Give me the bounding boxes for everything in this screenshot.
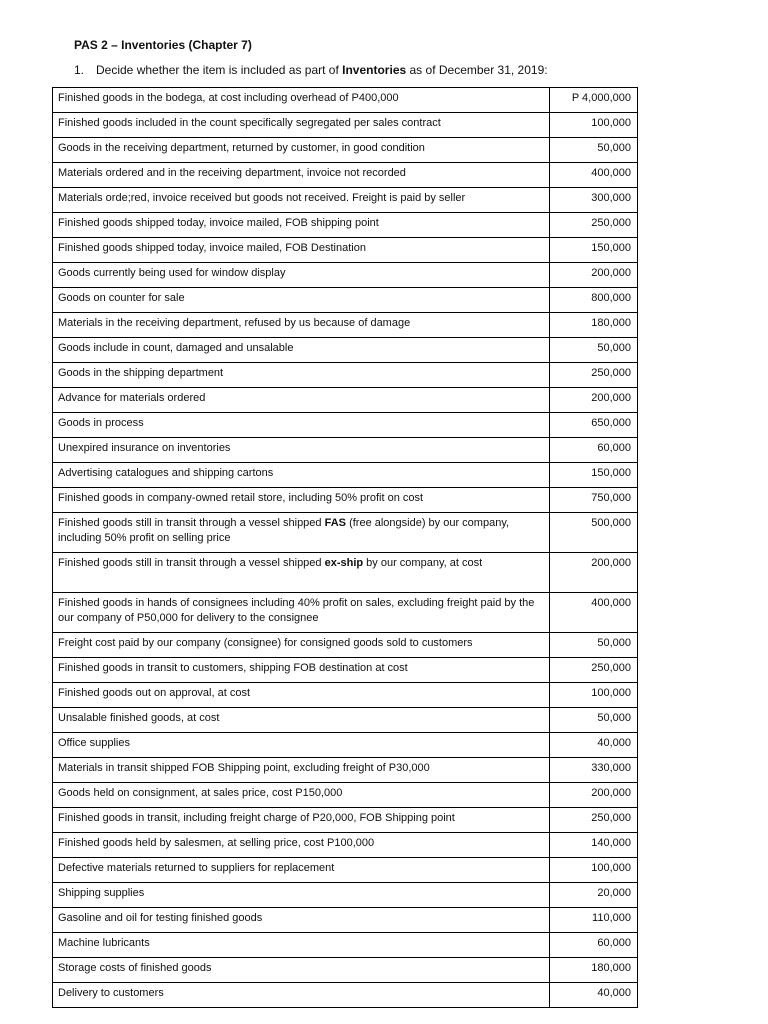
item-amount: 200,000 (550, 783, 638, 808)
table-row (53, 238, 638, 263)
item-amount: 40,000 (550, 983, 638, 1008)
item-description: Office supplies (53, 733, 550, 758)
item-description-before: Finished goods still in transit through a vessel shipped (58, 517, 325, 529)
item-description: Finished goods shipped today, invoice mailed, FOB Destination (53, 238, 550, 263)
item-description: Goods include in count, damaged and unsalable (53, 338, 550, 363)
table-row (53, 463, 638, 488)
instruction-text-after: as of December 31, 2019: (406, 63, 548, 77)
item-amount: 400,000 (550, 163, 638, 188)
item-amount: 50,000 (550, 633, 638, 658)
table-row (53, 933, 638, 958)
item-description: Shipping supplies (53, 883, 550, 908)
table-row (53, 313, 638, 338)
item-description: Goods in process (53, 413, 550, 438)
table-row (53, 983, 638, 1008)
table-row (53, 213, 638, 238)
instruction (74, 63, 548, 77)
item-amount: 140,000 (550, 833, 638, 858)
table-row (53, 513, 638, 553)
item-description-bold: FAS (324, 517, 347, 529)
item-amount: 20,000 (550, 883, 638, 908)
item-amount: 110,000 (550, 908, 638, 933)
item-description: Delivery to customers (53, 983, 550, 1008)
item-amount: 100,000 (550, 113, 638, 138)
item-description: Advance for materials ordered (53, 388, 550, 413)
item-description: Goods on counter for sale (53, 288, 550, 313)
table-row (53, 553, 638, 593)
table-row (53, 908, 638, 933)
item-description: Finished goods in transit, including freight charge of P20,000, FOB Shipping point (53, 808, 550, 833)
table-row (53, 808, 638, 833)
item-amount: 650,000 (550, 413, 638, 438)
table-row (53, 593, 638, 633)
item-description: Freight cost paid by our company (consignee) for consigned goods sold to customers (53, 633, 550, 658)
item-amount: 50,000 (550, 338, 638, 363)
item-description-before: Finished goods still in transit through a vessel shipped (58, 557, 325, 569)
item-description: Finished goods in the bodega, at cost including overhead of P400,000 (53, 88, 550, 113)
item-amount: 180,000 (550, 958, 638, 983)
table-row (53, 658, 638, 683)
item-amount: 40,000 (550, 733, 638, 758)
item-amount: 250,000 (550, 808, 638, 833)
item-amount: 180,000 (550, 313, 638, 338)
item-amount: 500,000 (550, 513, 638, 553)
table-row (53, 413, 638, 438)
item-description: Finished goods in hands of consignees including 40% profit on sales, excluding freight paid by the our company of P50,000 for delivery to the consignee (53, 593, 550, 633)
item-description: Materials in transit shipped FOB Shipping point, excluding freight of P30,000 (53, 758, 550, 783)
item-amount: 250,000 (550, 658, 638, 683)
item-amount: 60,000 (550, 933, 638, 958)
table-row (53, 708, 638, 733)
table-row (53, 188, 638, 213)
item-amount: 750,000 (550, 488, 638, 513)
item-amount: 100,000 (550, 683, 638, 708)
table-row (53, 758, 638, 783)
item-description: Finished goods held by salesmen, at selling price, cost P100,000 (53, 833, 550, 858)
item-description: Storage costs of finished goods (53, 958, 550, 983)
item-description: Defective materials returned to suppliers for replacement (53, 858, 550, 883)
item-amount: P 4,000,000 (550, 88, 638, 113)
instruction-number: 1. (74, 63, 85, 77)
table-row (53, 833, 638, 858)
table-row (53, 138, 638, 163)
item-description: Finished goods in transit to customers, shipping FOB destination at cost (53, 658, 550, 683)
table-row (53, 363, 638, 388)
item-description: Materials in the receiving department, refused by us because of damage (53, 313, 550, 338)
table-row (53, 683, 638, 708)
item-amount: 150,000 (550, 238, 638, 263)
item-description: Materials ordered and in the receiving department, invoice not recorded (53, 163, 550, 188)
item-amount: 50,000 (550, 138, 638, 163)
item-description: Advertising catalogues and shipping cartons (53, 463, 550, 488)
item-amount: 50,000 (550, 708, 638, 733)
item-description: Goods currently being used for window display (53, 263, 550, 288)
item-description (53, 513, 550, 553)
item-amount: 200,000 (550, 263, 638, 288)
table-row (53, 288, 638, 313)
item-description: Unexpired insurance on inventories (53, 438, 550, 463)
item-description: Goods held on consignment, at sales price, cost P150,000 (53, 783, 550, 808)
item-amount: 250,000 (550, 363, 638, 388)
item-amount: 800,000 (550, 288, 638, 313)
item-amount: 150,000 (550, 463, 638, 488)
table-row (53, 783, 638, 808)
item-description: Finished goods out on approval, at cost (53, 683, 550, 708)
item-amount: 300,000 (550, 188, 638, 213)
item-description: Goods in the receiving department, returned by customer, in good condition (53, 138, 550, 163)
item-amount: 60,000 (550, 438, 638, 463)
item-amount: 250,000 (550, 213, 638, 238)
inventory-table (52, 87, 638, 1008)
item-description: Finished goods shipped today, invoice mailed, FOB shipping point (53, 213, 550, 238)
item-description: Materials orde;red, invoice received but goods not received. Freight is paid by seller (53, 188, 550, 213)
item-description-bold: ex-ship (324, 557, 364, 569)
table-row (53, 163, 638, 188)
table-row (53, 438, 638, 463)
item-description-after: by our company, at cost (363, 557, 483, 569)
item-description: Finished goods in company-owned retail store, including 50% profit on cost (53, 488, 550, 513)
item-amount: 100,000 (550, 858, 638, 883)
item-description: Machine lubricants (53, 933, 550, 958)
table-row (53, 488, 638, 513)
table-row (53, 88, 638, 113)
item-description: Finished goods included in the count specifically segregated per sales contract (53, 113, 550, 138)
item-amount: 200,000 (550, 388, 638, 413)
table-row (53, 263, 638, 288)
item-amount: 400,000 (550, 593, 638, 633)
table-row (53, 113, 638, 138)
table-row (53, 958, 638, 983)
table-row (53, 883, 638, 908)
table-row (53, 633, 638, 658)
instruction-text-before: Decide whether the item is included as part of (96, 63, 343, 77)
table-row (53, 338, 638, 363)
item-description (53, 553, 550, 593)
table-row (53, 858, 638, 883)
table-row (53, 388, 638, 413)
item-description-after: (free alongside) by our company, including 50% profit on selling price (58, 517, 510, 544)
item-description: Goods in the shipping department (53, 363, 550, 388)
page-title: PAS 2 – Inventories (Chapter 7) (74, 38, 252, 52)
item-amount: 330,000 (550, 758, 638, 783)
table-row (53, 733, 638, 758)
item-description: Unsalable finished goods, at cost (53, 708, 550, 733)
instruction-text-bold: Inventories (342, 63, 407, 77)
item-description: Gasoline and oil for testing finished goods (53, 908, 550, 933)
item-amount: 200,000 (550, 553, 638, 593)
